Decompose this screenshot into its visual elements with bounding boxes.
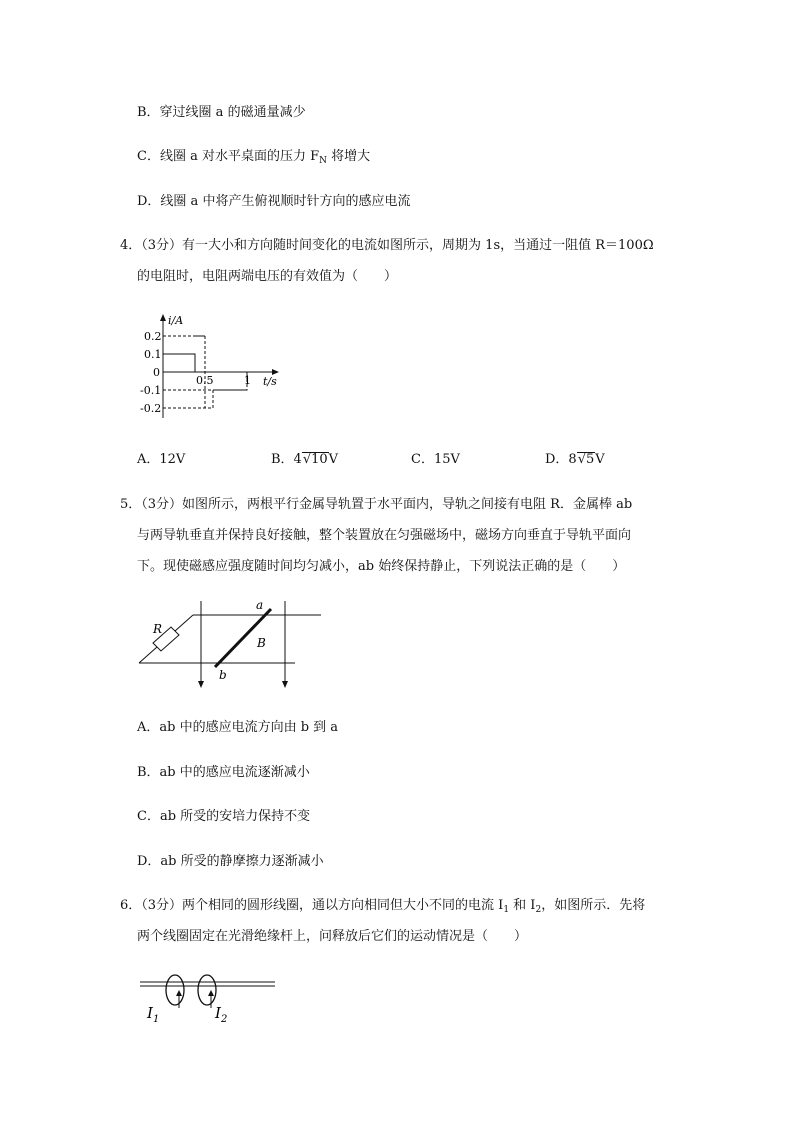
q5-stem-line1: 5．（3分）如图所示，两根平行金属导轨置于水平面内，导轨之间接有电阻 R．金属棒 ab	[120, 497, 633, 512]
tick-y-0.1: 0.1	[144, 348, 162, 361]
q5-option-a: A．ab 中的感应电流方向由 b 到 a	[137, 720, 339, 735]
q5-option-c: C．ab 所受的安培力保持不变	[137, 809, 311, 824]
q5-rail-figure	[135, 597, 330, 693]
sqrt-sign: √5	[577, 452, 595, 467]
q6-coils-figure	[135, 968, 285, 1026]
q4-option-c: C．15V	[411, 452, 460, 467]
q4-current-graph	[135, 312, 285, 424]
label-R: R	[153, 622, 163, 636]
q3-option-b: B．穿过线圈 a 的磁通量减少	[137, 105, 306, 120]
q5-stem-line2: 与两导轨垂直并保持良好接触，整个装置放在匀强磁场中，磁场方向垂直于导轨平面向	[137, 528, 632, 543]
tick-x-1: 1	[244, 374, 251, 387]
waveform-segment-1	[163, 354, 195, 372]
y-axis-arrow	[160, 314, 166, 321]
field-arrow-2	[282, 681, 288, 688]
y-axis-label: i/A	[168, 314, 184, 327]
q4-stem-line2: 的电阻时，电阻两端电压的有效值为（ ）	[137, 269, 398, 284]
field-arrow-1	[198, 681, 204, 688]
q6-stem-line1: 6．（3分）两个相同的圆形线圈，通以方向相同但大小不同的电流 $I_1$ 和 $I_2$，如图所示．先将	[120, 898, 646, 915]
q5-stem-line3: 下。现使磁感应强度随时间均匀减小，ab 始终保持静止，下列说法正确的是（ ）	[137, 559, 626, 574]
label-B: B	[257, 636, 266, 650]
label-b: b	[219, 668, 227, 682]
q4-option-b: B．4√10V	[271, 452, 339, 467]
q3-option-c: C．线圈 a 对水平桌面的压力 $F_N$ 将增大	[137, 149, 371, 166]
q3-option-d: D．线圈 a 中将产生俯视顺时针方向的感应电流	[137, 194, 411, 209]
label-I2: $I_2$	[215, 1004, 228, 1025]
q5-option-d: D．ab 所受的静摩擦力逐渐减小	[137, 854, 324, 869]
connector-upper	[175, 615, 193, 631]
coil-2-arrowhead	[208, 990, 214, 996]
q4-stem-line1: 4．（3分）有一大小和方向随时间变化的电流如图所示，周期为 1s，当通过一阻值 R＝100Ω	[120, 238, 654, 253]
connector-lower	[139, 647, 157, 663]
x-axis-label: t/s	[263, 375, 277, 388]
q4-option-a: A．12V	[137, 452, 186, 467]
tick-y-neg0.2: -0.2	[140, 402, 162, 415]
coil-2	[198, 975, 216, 1005]
q4-option-d: D．8√5V	[545, 452, 605, 467]
q6-stem-line2: 两个线圈固定在光滑绝缘杆上，问释放后它们的运动情况是（ ）	[137, 929, 528, 944]
label-a: a	[256, 598, 264, 612]
sqrt-sign: √10	[302, 452, 328, 467]
tick-y-neg0.1: -0.1	[140, 384, 162, 397]
label-I1: $I_1$	[147, 1004, 160, 1025]
tick-x-0.5: 0.5	[196, 374, 214, 387]
tick-y-0: 0	[153, 366, 160, 379]
coil-1	[166, 975, 184, 1005]
coil-1-arrowhead	[176, 990, 182, 996]
q5-option-b: B．ab 中的感应电流逐渐减小	[137, 765, 310, 780]
tick-y-0.2: 0.2	[144, 330, 162, 343]
